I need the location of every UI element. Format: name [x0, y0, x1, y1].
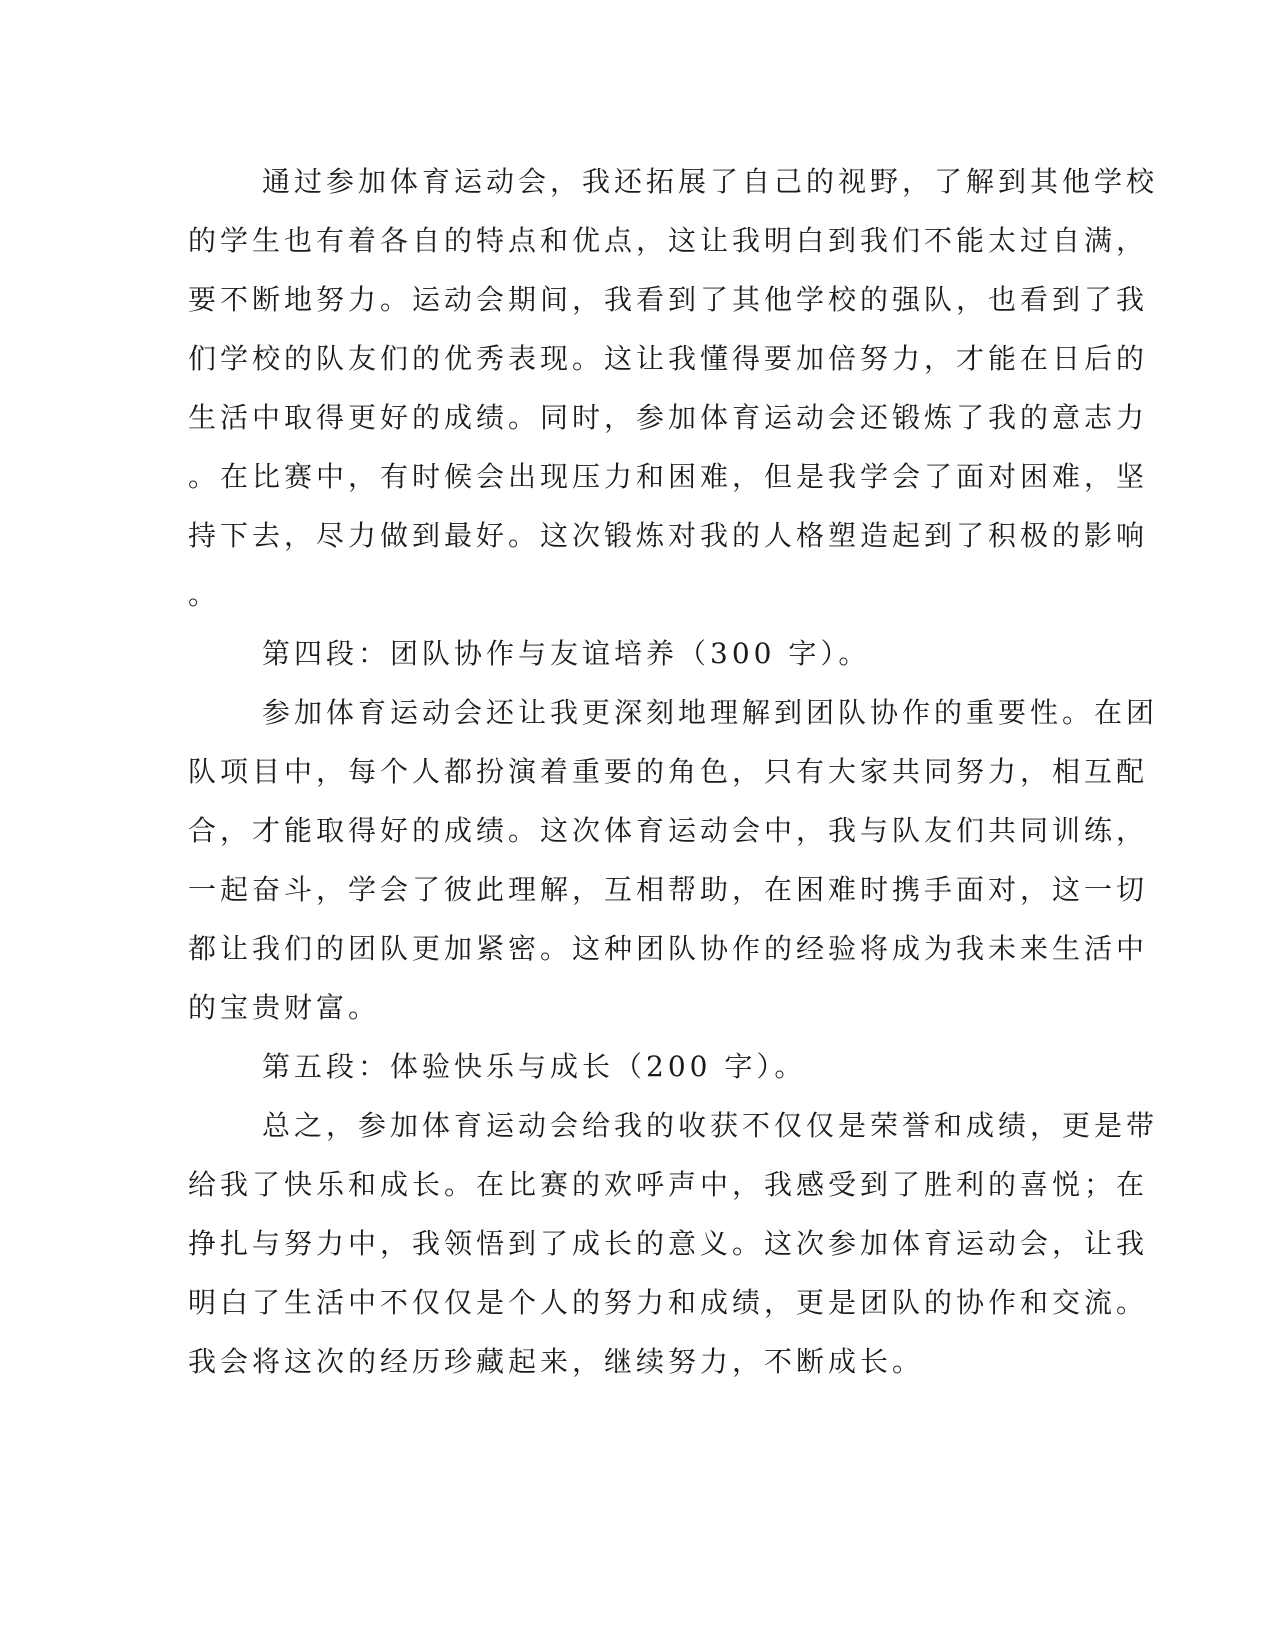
text-line: 一起奋斗，学会了彼此理解，互相帮助，在困难时携手面对，这一切: [188, 873, 1149, 906]
text-line: 生活中取得更好的成绩。同时，参加体育运动会还锻炼了我的意志力: [188, 401, 1149, 434]
text-line: 。: [188, 578, 221, 611]
text-line: 明白了生活中不仅仅是个人的努力和成绩，更是团队的协作和交流。: [188, 1286, 1149, 1319]
text-line: 通过参加体育运动会，我还拓展了自己的视野，了解到其他学校: [262, 165, 1159, 198]
text-line: 总之，参加体育运动会给我的收获不仅仅是荣誉和成绩，更是带: [262, 1109, 1159, 1142]
text-line: 参加体育运动会还让我更深刻地理解到团队协作的重要性。在团: [262, 696, 1159, 729]
section-heading-4: 第四段：团队协作与友谊培养（300 字）。: [262, 637, 871, 670]
text-line: 要不断地努力。运动会期间，我看到了其他学校的强队，也看到了我: [188, 283, 1149, 316]
text-line: 。在比赛中，有时候会出现压力和困难，但是我学会了面对困难，坚: [188, 460, 1149, 493]
text-line: 我会将这次的经历珍藏起来，继续努力，不断成长。: [188, 1345, 925, 1378]
text-line: 的学生也有着各自的特点和优点，这让我明白到我们不能太过自满，: [188, 224, 1149, 257]
text-line: 挣扎与努力中，我领悟到了成长的意义。这次参加体育运动会，让我: [188, 1227, 1149, 1260]
text-line: 都让我们的团队更加紧密。这种团队协作的经验将成为我未来生活中: [188, 932, 1149, 965]
text-line: 们学校的队友们的优秀表现。这让我懂得要加倍努力，才能在日后的: [188, 342, 1149, 375]
text-line: 的宝贵财富。: [188, 991, 381, 1024]
text-line: 持下去，尽力做到最好。这次锻炼对我的人格塑造起到了积极的影响: [188, 519, 1149, 552]
text-line: 合，才能取得好的成绩。这次体育运动会中，我与队友们共同训练，: [188, 814, 1149, 847]
text-line: 队项目中，每个人都扮演着重要的角色，只有大家共同努力，相互配: [188, 755, 1149, 788]
text-line: 给我了快乐和成长。在比赛的欢呼声中，我感受到了胜利的喜悦；在: [188, 1168, 1149, 1201]
section-heading-5: 第五段：体验快乐与成长（200 字）。: [262, 1050, 807, 1083]
